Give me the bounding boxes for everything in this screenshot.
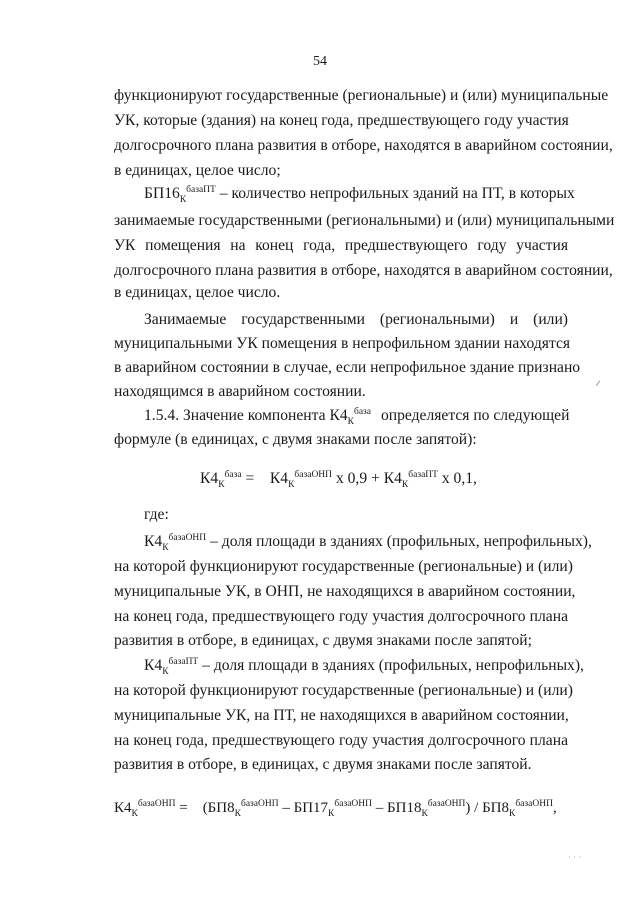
- formula-k4-base: $К4_К^{база}$ = $К4_К^{базаОНП}$ х $0,9 + К4_К^{базаПТ}$ х 0,1,: [200, 469, 477, 491]
- k4pt-line-4: на конец года, предшествующего году участия долгосрочного плана: [114, 732, 568, 749]
- k4onp-var: $К4_К^{базаОНП}$: [144, 532, 207, 554]
- bp16-var: $БП16_К^{базаПТ}$: [144, 184, 216, 206]
- k4onp-line-1: $К4_К^{базаОНП}$ – доля площади в зданиях (профильных, непрофильных),: [144, 532, 592, 554]
- k4onp-line-2: на которой функционируют государственные (региональные) и (или): [114, 558, 573, 575]
- scan-dots: · · ·: [568, 852, 582, 862]
- scan-mark: [596, 381, 605, 390]
- bp16-line-5: в единицах, целое число.: [114, 284, 281, 301]
- para3-line-3: в аварийном состоянии в случае, если непрофильное здание признано: [114, 359, 581, 376]
- page-number: 54: [313, 54, 327, 69]
- formula-k4-onp: $К4_К^{базаОНП}$ = $(БП8_К^{базаОНП} - БП17_К^{базаОНП} - БП18_К^{базаОНП}) / БП8_К^{базаОНП}$,: [114, 799, 557, 819]
- para3-line-4: находящимся в аварийном состоянии.: [114, 383, 366, 400]
- k4onp-line-4: на конец года, предшествующего году участия долгосрочного плана: [114, 608, 568, 625]
- bp16-line-4: долгосрочного плана развития в отборе, находятся в аварийном состоянии,: [114, 262, 613, 279]
- para1-line-1: функционируют государственные (региональные) и (или) муниципальные: [114, 87, 609, 104]
- bp16-line-1: $БП16_К^{базаПТ}$ – количество непрофильных зданий на ПТ, в которых: [144, 184, 575, 206]
- k4pt-line-5: развития в отборе, в единицах, с двумя знаками после запятой.: [114, 756, 532, 773]
- k4pt-var: $К4_К^{базаПТ}$: [144, 656, 199, 678]
- k4pt-line-3: муниципальные УК, на ПТ, не находящихся в аварийном состоянии,: [114, 707, 569, 724]
- k4pt-line-1: $К4_К^{базаПТ}$ – доля площади в зданиях (профильных, непрофильных),: [144, 656, 584, 678]
- bp16-line-3: УК помещения на конец года, предшествующего году участия: [114, 237, 568, 254]
- para1-line-2: УК, которые (здания) на конец года, предшествующего году участия: [114, 112, 569, 129]
- k4-base-var: $К4_К^{база}$: [329, 406, 372, 428]
- para3-line-1: Занимаемые государственными (региональными) и (или): [144, 311, 568, 328]
- where-label: где:: [144, 506, 169, 523]
- k4pt-line-2: на которой функционируют государственные (региональные) и (или): [114, 682, 573, 699]
- p154-line-1: 1.5.4. Значение компонента $К4_К^{база}$ определяется по следующей: [144, 406, 570, 428]
- k4onp-line-3: муниципальные УК, в ОНП, не находящихся в аварийном состоянии,: [114, 583, 576, 600]
- para1-line-3: долгосрочного плана развития в отборе, находятся в аварийном состоянии,: [114, 137, 613, 154]
- para3-line-2: муниципальными УК помещения в непрофильном здании находятся: [114, 335, 571, 352]
- p154-line-2: формуле (в единицах, с двумя знаками после запятой):: [114, 431, 477, 448]
- para1-line-4: в единицах, целое число;: [114, 162, 281, 179]
- k4onp-line-5: развития в отборе, в единицах, с двумя знаками после запятой;: [114, 632, 532, 649]
- bp16-line-2: занимаемые государственными (региональными) и (или) муниципальными: [114, 212, 615, 229]
